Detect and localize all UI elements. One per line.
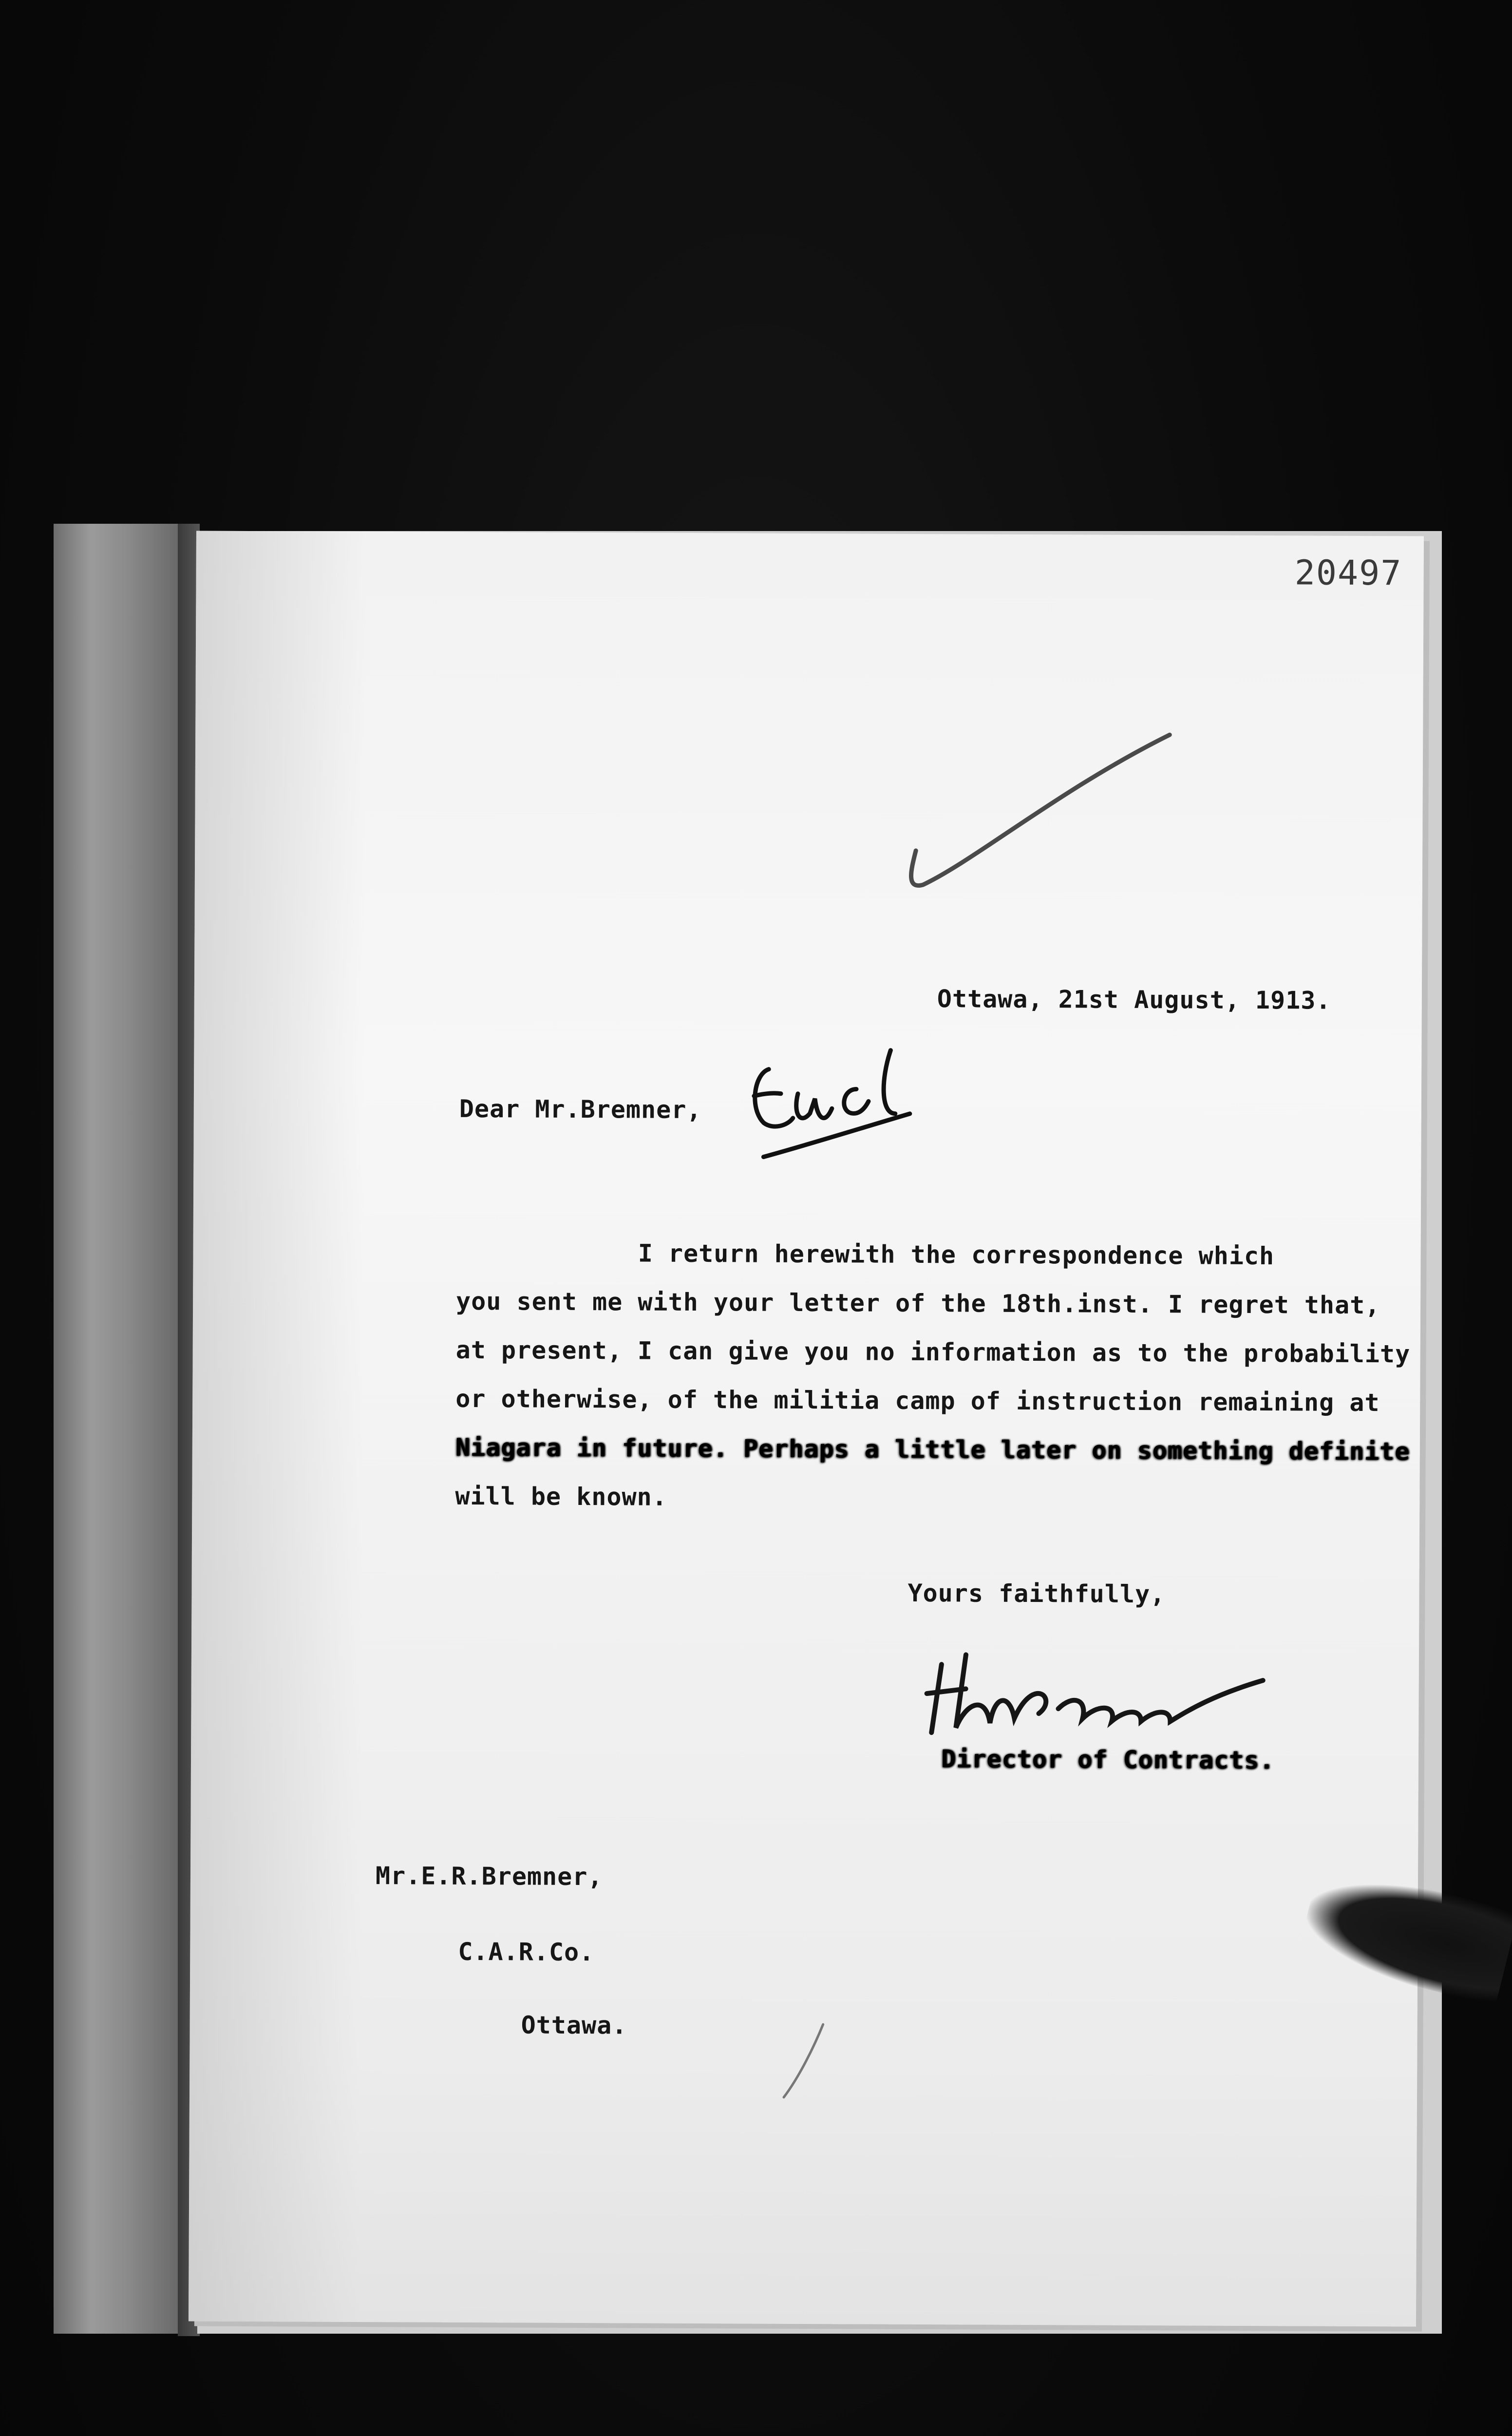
address-company: C.A.R.Co. [458,1937,595,1967]
salutation: Dear Mr.Bremner, [459,1094,702,1124]
body-line-6: will be known. [455,1482,667,1511]
signatory-title: Director of Contracts. [941,1745,1275,1775]
address-name: Mr.E.R.Bremner, [375,1862,603,1891]
handwritten-encl-note [734,1040,944,1177]
body-line-1: I return herewith the correspondence which [456,1238,1275,1271]
letter-page [189,531,1424,2327]
signature [912,1635,1283,1763]
document-number: 20497 [1294,552,1402,593]
body-line-4: or otherwise, of the militia camp of instruction remaining at [455,1384,1380,1417]
body-line-2: you sent me with your letter of the 18th.inst. I regret that, [456,1287,1380,1320]
body-line-3: at present, I can give you no information as to the probability [455,1335,1411,1369]
date-line: Ottawa, 21st August, 1913. [937,985,1331,1015]
address-city: Ottawa. [521,2011,627,2040]
closing: Yours faithfully, [907,1579,1166,1609]
pencil-checkmark [877,724,1180,911]
folder-spine [54,524,178,2334]
stray-pen-mark [774,2019,833,2103]
body-line-5: Niagara in future. Perhaps a little later on something definite [455,1433,1410,1466]
